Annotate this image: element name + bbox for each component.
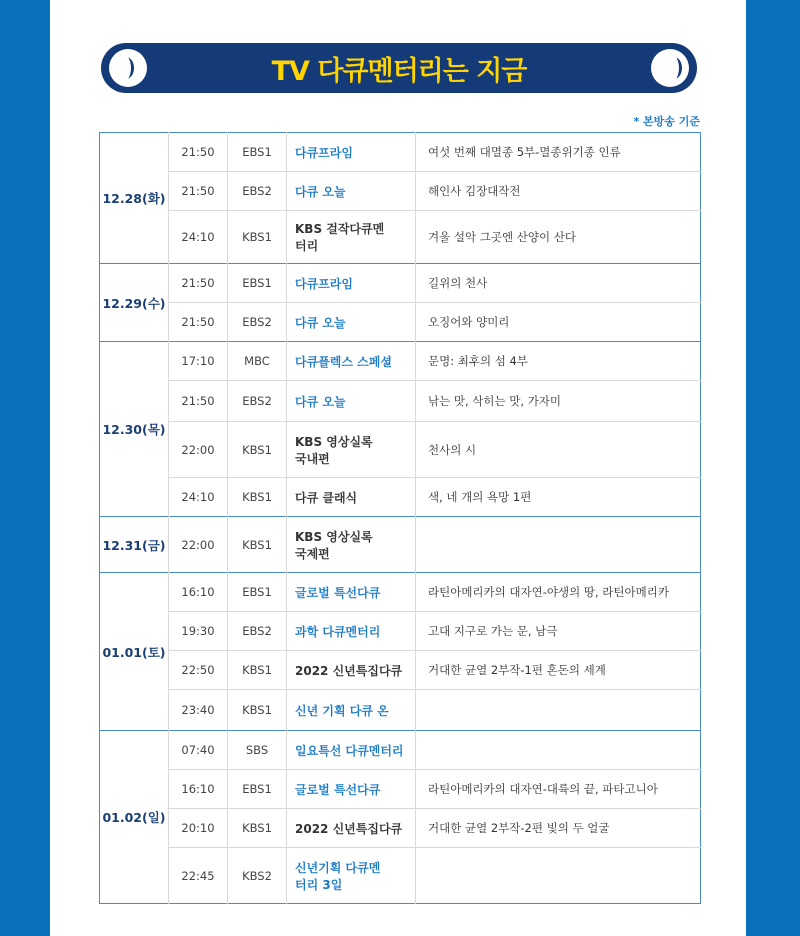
program-name-text: KBS 영상실록 국내편 [295,434,373,466]
program-link[interactable]: 일요특선 다큐멘터리 [287,731,416,770]
channel-cell: KBS1 [228,422,287,478]
date-cell: 01.01(토) [100,573,169,731]
time-cell: 19:30 [169,612,228,651]
time-cell: 21:50 [169,303,228,342]
table-row [100,517,701,573]
program-link[interactable]: 다큐 오늘 [287,172,416,211]
table-row [100,211,701,264]
time-cell: 21:50 [169,381,228,422]
table-row [100,342,701,381]
time-cell: 21:50 [169,133,228,172]
channel-cell: KBS1 [228,809,287,848]
program-link[interactable] [287,848,416,904]
table-row [100,690,701,731]
episode-cell: 거대한 균열 2부작-2편 빛의 두 얼굴 [416,809,701,848]
time-cell: 22:45 [169,848,228,904]
program-link[interactable]: 다큐 오늘 [287,303,416,342]
program-link[interactable]: 다큐플렉스 스페셜 [287,342,416,381]
time-cell: 24:10 [169,478,228,517]
time-cell: 22:00 [169,422,228,478]
program-link[interactable]: 다큐프라임 [287,264,416,303]
program-name [287,517,416,573]
table-row [100,172,701,211]
time-cell: 21:50 [169,264,228,303]
date-cell: 12.29(수) [100,264,169,342]
time-cell: 22:50 [169,651,228,690]
episode-cell: 라틴아메리카의 대자연-야생의 땅, 라틴아메리카 [416,573,701,612]
channel-cell: EBS2 [228,172,287,211]
program-name: 2022 신년특집다큐 [287,809,416,848]
table-row [100,133,701,172]
table-row [100,478,701,517]
title-banner [101,43,697,93]
table-row [100,770,701,809]
episode-cell: 해인사 김장대작전 [416,172,701,211]
crescent-moon-icon [651,49,689,87]
time-cell: 23:40 [169,690,228,731]
channel-cell: EBS2 [228,303,287,342]
date-cell: 12.28(화) [100,133,169,264]
program-link-text[interactable]: 신년기획 다큐멘터리 3일 [295,860,381,892]
episode-cell [416,848,701,904]
time-cell: 24:10 [169,211,228,264]
episode-cell: 천사의 시 [416,422,701,478]
date-cell: 12.30(목) [100,342,169,517]
time-cell: 16:10 [169,573,228,612]
time-cell: 16:10 [169,770,228,809]
program-name-text: KBS 걸작다큐멘터리 [295,222,385,253]
episode-cell [416,517,701,573]
table-row [100,381,701,422]
channel-cell: EBS1 [228,770,287,809]
episode-cell [416,731,701,770]
channel-cell: KBS1 [228,690,287,731]
channel-cell: KBS1 [228,517,287,573]
episode-cell: 색, 네 개의 욕망 1편 [416,478,701,517]
program-name-text: KBS 영상실록 국제편 [295,529,373,561]
program-name: 2022 신년특집다큐 [287,651,416,690]
schedule-table [99,132,701,904]
page-title: TV 다큐멘터리는 지금 [271,56,527,87]
episode-cell: 길위의 천사 [416,264,701,303]
channel-cell: SBS [228,731,287,770]
program-link[interactable]: 신년 기획 다큐 온 [287,690,416,731]
episode-cell: 라틴아메리카의 대자연-대륙의 끝, 파타고니아 [416,770,701,809]
date-cell: 01.02(일) [100,731,169,904]
date-cell: 12.31(금) [100,517,169,573]
channel-cell: EBS1 [228,264,287,303]
channel-cell: KBS1 [228,211,287,264]
channel-cell: EBS1 [228,133,287,172]
program-link[interactable]: 다큐프라임 [287,133,416,172]
episode-cell: 고대 지구로 가는 문, 남극 [416,612,701,651]
table-row [100,651,701,690]
channel-cell: EBS2 [228,612,287,651]
channel-cell: EBS1 [228,573,287,612]
channel-cell: KBS2 [228,848,287,904]
episode-cell: 문명: 최후의 섬 4부 [416,342,701,381]
table-row [100,731,701,770]
table-row [100,573,701,612]
channel-cell: MBC [228,342,287,381]
time-cell: 17:10 [169,342,228,381]
table-row [100,848,701,904]
content-panel [50,0,746,936]
table-row [100,809,701,848]
time-cell: 22:00 [169,517,228,573]
program-link[interactable]: 과학 다큐멘터리 [287,612,416,651]
program-link[interactable]: 다큐 오늘 [287,381,416,422]
table-row [100,422,701,478]
episode-cell: 거대한 균열 2부작-1편 혼돈의 세계 [416,651,701,690]
episode-cell: 여섯 번째 대멸종 5부-멸종위기종 인류 [416,133,701,172]
time-cell: 21:50 [169,172,228,211]
broadcast-note: * 본방송 기준 [633,115,700,128]
program-link[interactable]: 글로벌 특선다큐 [287,770,416,809]
program-name [287,211,416,264]
channel-cell: EBS2 [228,381,287,422]
program-link[interactable]: 글로벌 특선다큐 [287,573,416,612]
time-cell: 07:40 [169,731,228,770]
table-row [100,303,701,342]
program-name [287,422,416,478]
table-row [100,264,701,303]
program-name: 다큐 클래식 [287,478,416,517]
time-cell: 20:10 [169,809,228,848]
episode-cell: 오징어와 양미리 [416,303,701,342]
table-row [100,612,701,651]
channel-cell: KBS1 [228,478,287,517]
channel-cell: KBS1 [228,651,287,690]
episode-cell: 겨울 설악 그곳엔 산양이 산다 [416,211,701,264]
episode-cell [416,690,701,731]
episode-cell: 낚는 맛, 삭히는 맛, 가자미 [416,381,701,422]
